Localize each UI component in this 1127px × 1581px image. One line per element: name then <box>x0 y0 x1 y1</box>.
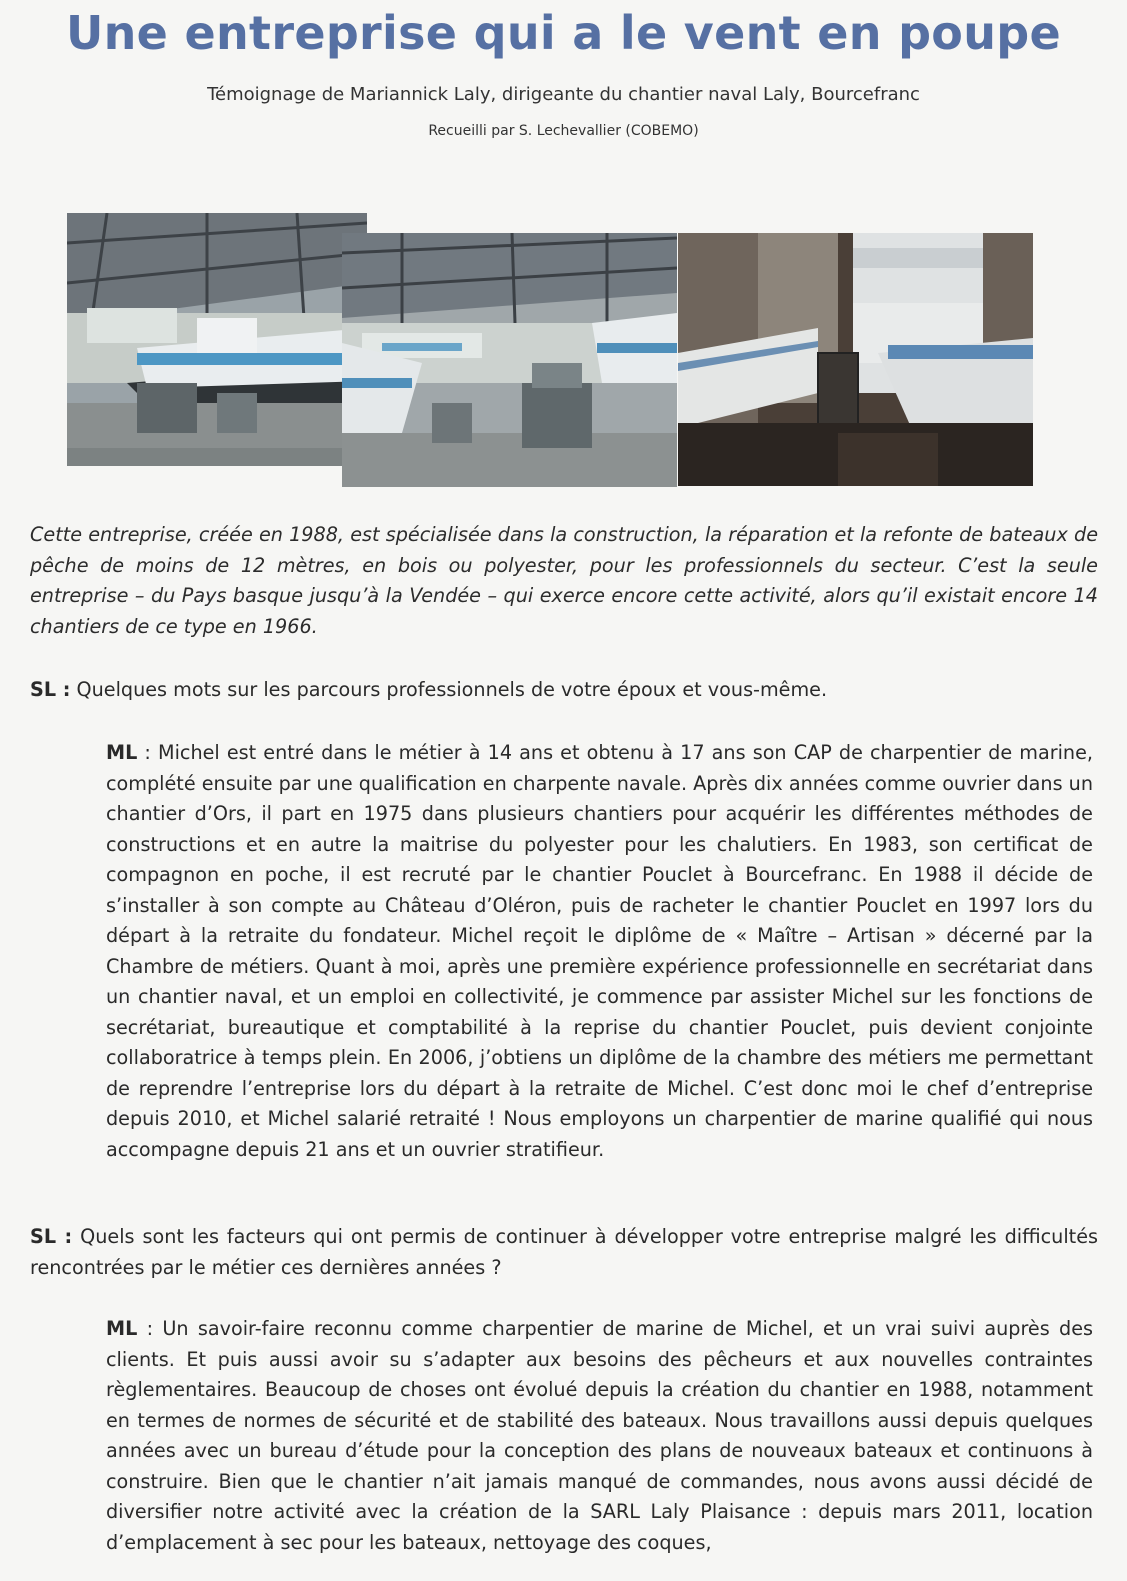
answer-1 <box>106 738 1093 1165</box>
photo-workshop-left <box>67 213 367 466</box>
question-1 <box>30 675 1098 706</box>
answer-2 <box>106 1314 1093 1558</box>
photo-workshop-center <box>342 233 677 487</box>
question-text: Quels sont les facteurs qui ont permis de continuer à développer votre entreprise malgré les difficultés rencontrées par le métier ces dernières années ? <box>30 1225 1098 1279</box>
speaker-label: ML <box>106 1317 138 1340</box>
speaker-label: ML <box>106 741 138 764</box>
collected-by: Recueilli par S. Lechevallier (COBEMO) <box>428 123 699 139</box>
answer-text: : Un savoir-faire reconnu comme charpentier de marine de Michel, et un vrai suivi auprès des clients. Et puis aussi avoir su s’adapter aux besoins des pêcheurs et aux nouvelles contraintes règlementaires. Beaucoup de choses ont évolué depuis la création du chantier en 1988, notamment en termes de normes de sécurité et de stabilité des bateaux. Nous travaillons aussi depuis quelques années avec un bureau d’étude pour la conception des plans de nouveaux bateaux et continuons à construire. Bien que le chantier n’ait jamais manqué de commandes, nous avons aussi décidé de diversifier notre activité avec la création de la SARL Laly Plaisance : depuis mars 2011, location d’emplacement à sec pour les bateaux, nettoyage des coques, <box>106 1317 1093 1554</box>
speaker-label: SL : <box>30 678 71 701</box>
subtitle: Témoignage de Mariannick Laly, dirigeante du chantier naval Laly, Bourcefranc <box>207 84 920 105</box>
photo-workshop-right <box>678 233 1033 486</box>
page-title: Une entreprise qui a le vent en poupe <box>65 6 1061 60</box>
answer-text: : Michel est entré dans le métier à 14 ans et obtenu à 17 ans son CAP de charpentier de marine, complété ensuite par une qualification en charpente navale. Après dix années comme ouvrier dans un chantier d’Ors, il part en 1975 dans plusieurs chantiers pour acquérir les différentes méthodes de constructions et en autre la maitrise du polyester pour les chalutiers. En 1983, son certificat de compagnon en poche, il est recruté par le chantier Pouclet à Bourcefranc. En 1988 il décide de s’installer à son compte au Château d’Oléron, puis de racheter le chantier Pouclet en 1997 lors du départ à la retraite du fondateur. Michel reçoit le diplôme de « Maître – Artisan » décerné par la Chambre de métiers. Quant à moi, après une première expérience professionnelle en secrétariat dans un chantier naval, et un emploi en collectivité, je commence par assister Michel sur les fonctions de secrétariat, bureautique et comptabilité à la reprise du chantier Pouclet, puis devient conjointe collaboratrice à temps plein. En 2006, j’obtiens un diplôme de la chambre des métiers me permettant de reprendre l’entreprise lors du départ à la retraite de Michel. C’est donc moi le chef d’entreprise depuis 2010, et Michel salarié retraité ! Nous employons un charpentier de marine qualifié qui nous accompagne depuis 21 ans et un ouvrier stratifieur. <box>106 741 1093 1161</box>
question-text: Quelques mots sur les parcours professionnels de votre époux et vous-même. <box>70 678 828 701</box>
speaker-label: SL : <box>30 1225 73 1248</box>
question-2 <box>30 1222 1098 1283</box>
intro-paragraph: Cette entreprise, créée en 1988, est spécialisée dans la construction, la réparation et la refonte de bateaux de pêche de moins de 12 mètres, en bois ou polyester, pour les professionnels du secteur. C’est la seule entreprise – du Pays basque jusqu’à la Vendée – qui exerce encore cette activité, alors qu’il existait encore 14 chantiers de ce type en 1966. <box>30 523 1098 638</box>
